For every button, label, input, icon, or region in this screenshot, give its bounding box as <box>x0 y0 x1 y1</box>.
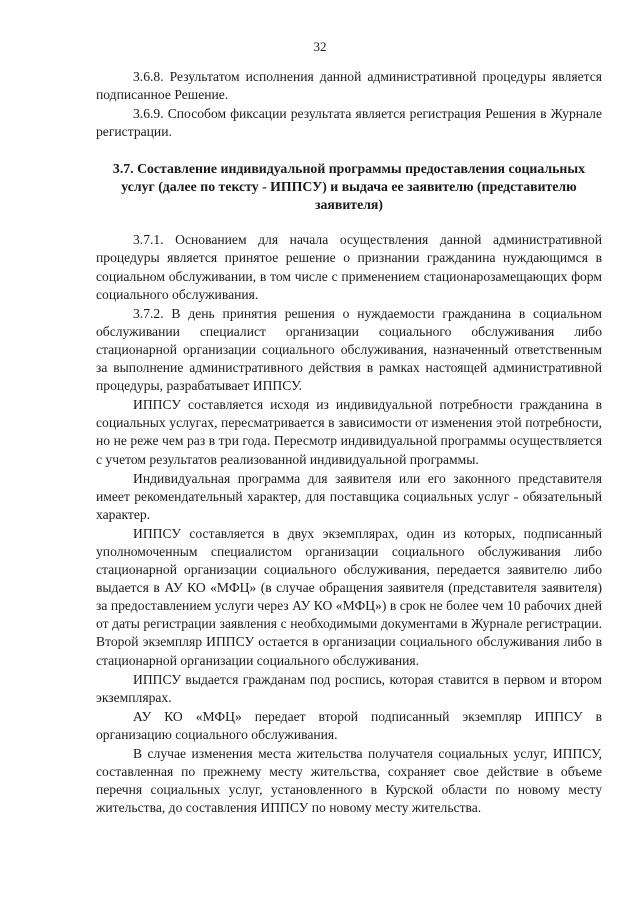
paragraph-signature: ИППСУ выдается гражданам под роспись, которая ставится в первом и втором экземплярах. <box>96 671 602 705</box>
paragraph-3-6-8: 3.6.8. Результатом исполнения данной административной процедуры является подписанное Решение. <box>96 69 602 103</box>
paragraph-ippsu-need: ИППСУ составляется исходя из индивидуальной потребности гражданина в социальных услугах, пересматривается в зависимости от изменения этой потребности, но не реже чем раз в три года. Пересмотр индивидуальной программы осуществляется с учетом результатов реализованной индивидуальной программы. <box>96 397 602 467</box>
paragraph-3-6-9: 3.6.9. Способом фиксации результата является регистрация Решения в Журнале регистрации. <box>96 106 602 140</box>
paragraph-two-copies: ИППСУ составляется в двух экземплярах, один из которых, подписанный уполномоченным специалистом организации социального обслуживания либо стационарной организации социального обслуживания, передается заявителю либо выдается в АУ КО «МФЦ» (в случае обращения заявителя (представителя заявителя) за предоставлением услуги через АУ КО «МФЦ») в срок не более чем 10 рабочих дней от даты регистрации заявления с необходимыми документами в Журнале регистрации. Второй экземпляр ИППСУ остается в организации социального обслуживания либо в стационарной организации социального обслуживания. <box>96 525 602 668</box>
paragraph-program-character: Индивидуальная программа для заявителя или его законного представителя имеет рекомендательный характер, для поставщика социальных услуг - обязательный характер. <box>96 470 602 522</box>
paragraph-residence-change: В случае изменения места жительства получателя социальных услуг, ИППСУ, составленная по прежнему месту жительства, сохраняет свое действие в объеме перечня социальных услуг, установленного в Курской области по новому месту жительства, до составления ИППСУ по новому месту жительства. <box>96 746 602 816</box>
paragraph-3-7-2: 3.7.2. В день принятия решения о нуждаемости гражданина в социальном обслуживании специалист организации социального обслуживания либо стационарной организации социального обслуживания, назначенный ответственным за выполнение административного действия в рамках настоящей административной процедуры, разрабатывает ИППСУ. <box>96 305 602 394</box>
page-number: 32 <box>313 39 327 54</box>
section-heading: 3.7. Составление индивидуальной программы предоставления социальных услуг (далее по тексту - ИППСУ) и выдача ее заявителю (представителю заявителя) <box>112 161 586 213</box>
paragraph-3-7-1: 3.7.1. Основанием для начала осуществления данной административной процедуры является принятое решение о признании гражданина нуждающимся в социальном обслуживании, в том числе с применением стационарозамещающих форм социального обслуживания. <box>96 232 602 302</box>
document-body <box>96 68 602 817</box>
paragraph-mfc-transfer: АУ КО «МФЦ» передает второй подписанный экземпляр ИППСУ в организацию социального обслуживания. <box>96 708 602 742</box>
